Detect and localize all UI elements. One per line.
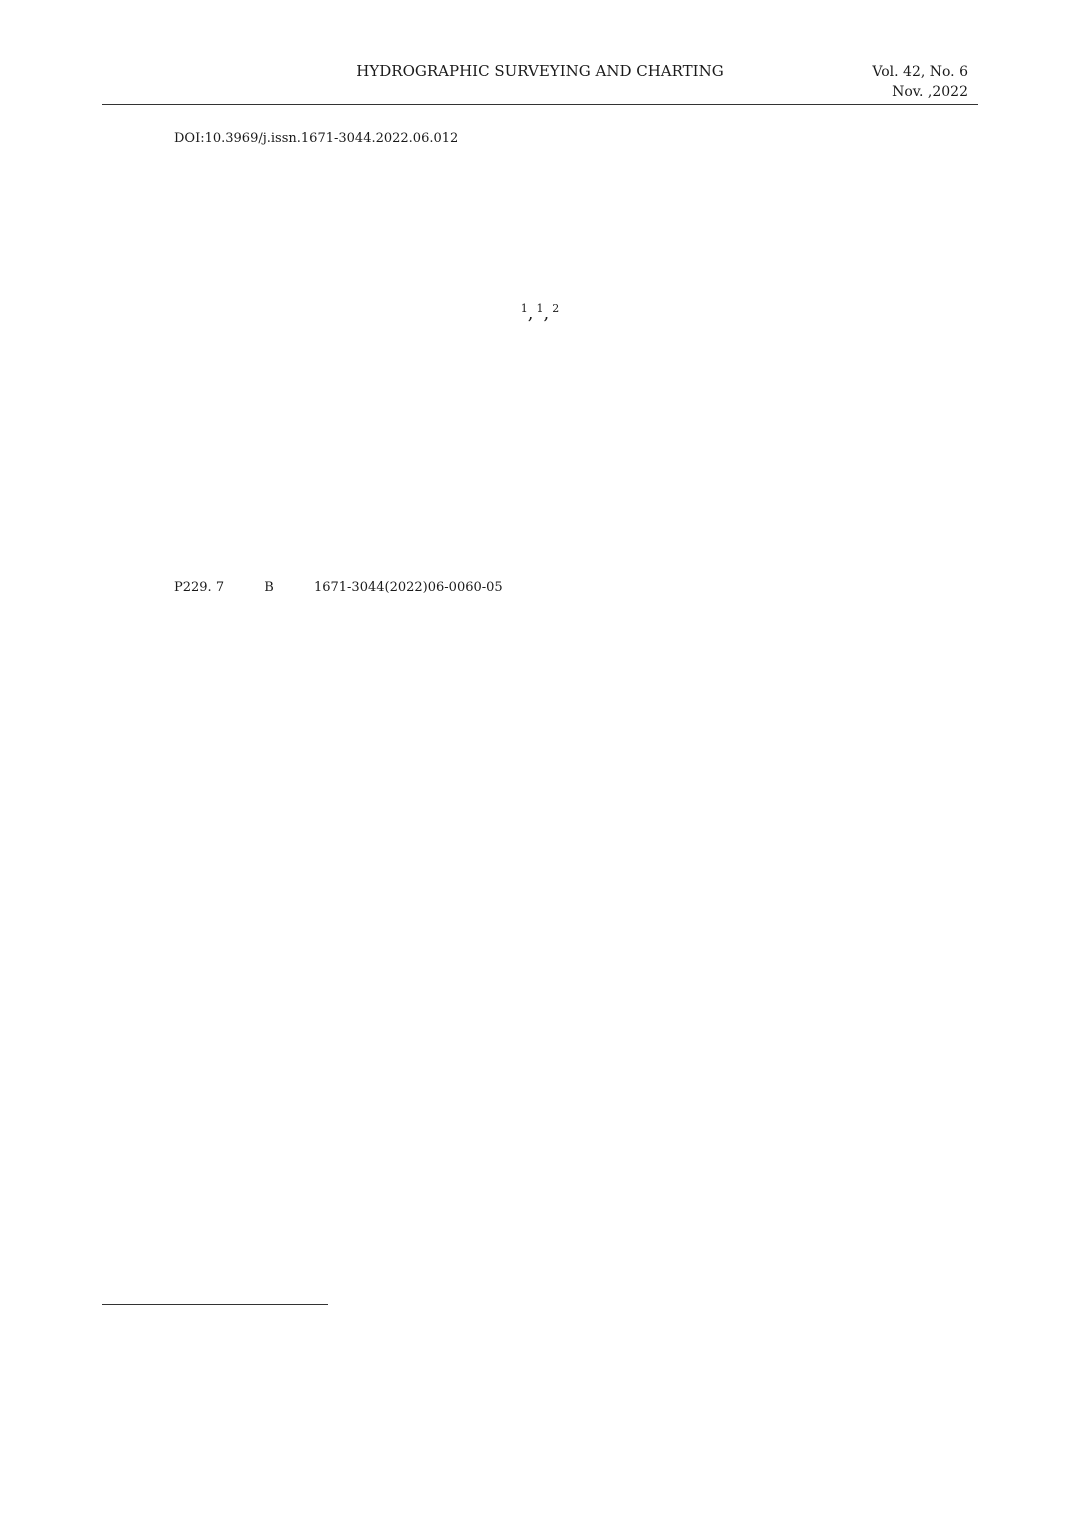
header-vol-en: Vol. 42, No. 6 (872, 64, 968, 80)
doc-code-value: B (264, 580, 274, 595)
author-sep-1: , (527, 303, 537, 324)
footnote-rule (102, 1304, 328, 1305)
author-sep-2: , (543, 303, 553, 324)
authors (0, 302, 1080, 324)
author-1-affil: 1 (520, 302, 528, 315)
journal-name-en: HYDROGRAPHIC SURVEYING AND CHARTING (356, 62, 724, 80)
classification (174, 576, 944, 600)
header-date-en: Nov. ,2022 (892, 84, 968, 100)
citation-block (112, 126, 972, 151)
clc-value: P229. 7 (174, 580, 225, 595)
header-volume-en (872, 62, 968, 102)
article-no-value: 1671-3044(2022)06-0060-05 (313, 580, 503, 595)
author-2-affil: 1 (536, 302, 544, 315)
header-rule (102, 104, 978, 105)
body-column-left (102, 620, 522, 642)
doi[interactable]: DOI:10.3969/j.issn.1671-3044.2022.06.012 (174, 131, 459, 146)
author-3-affil: 2 (552, 302, 560, 315)
